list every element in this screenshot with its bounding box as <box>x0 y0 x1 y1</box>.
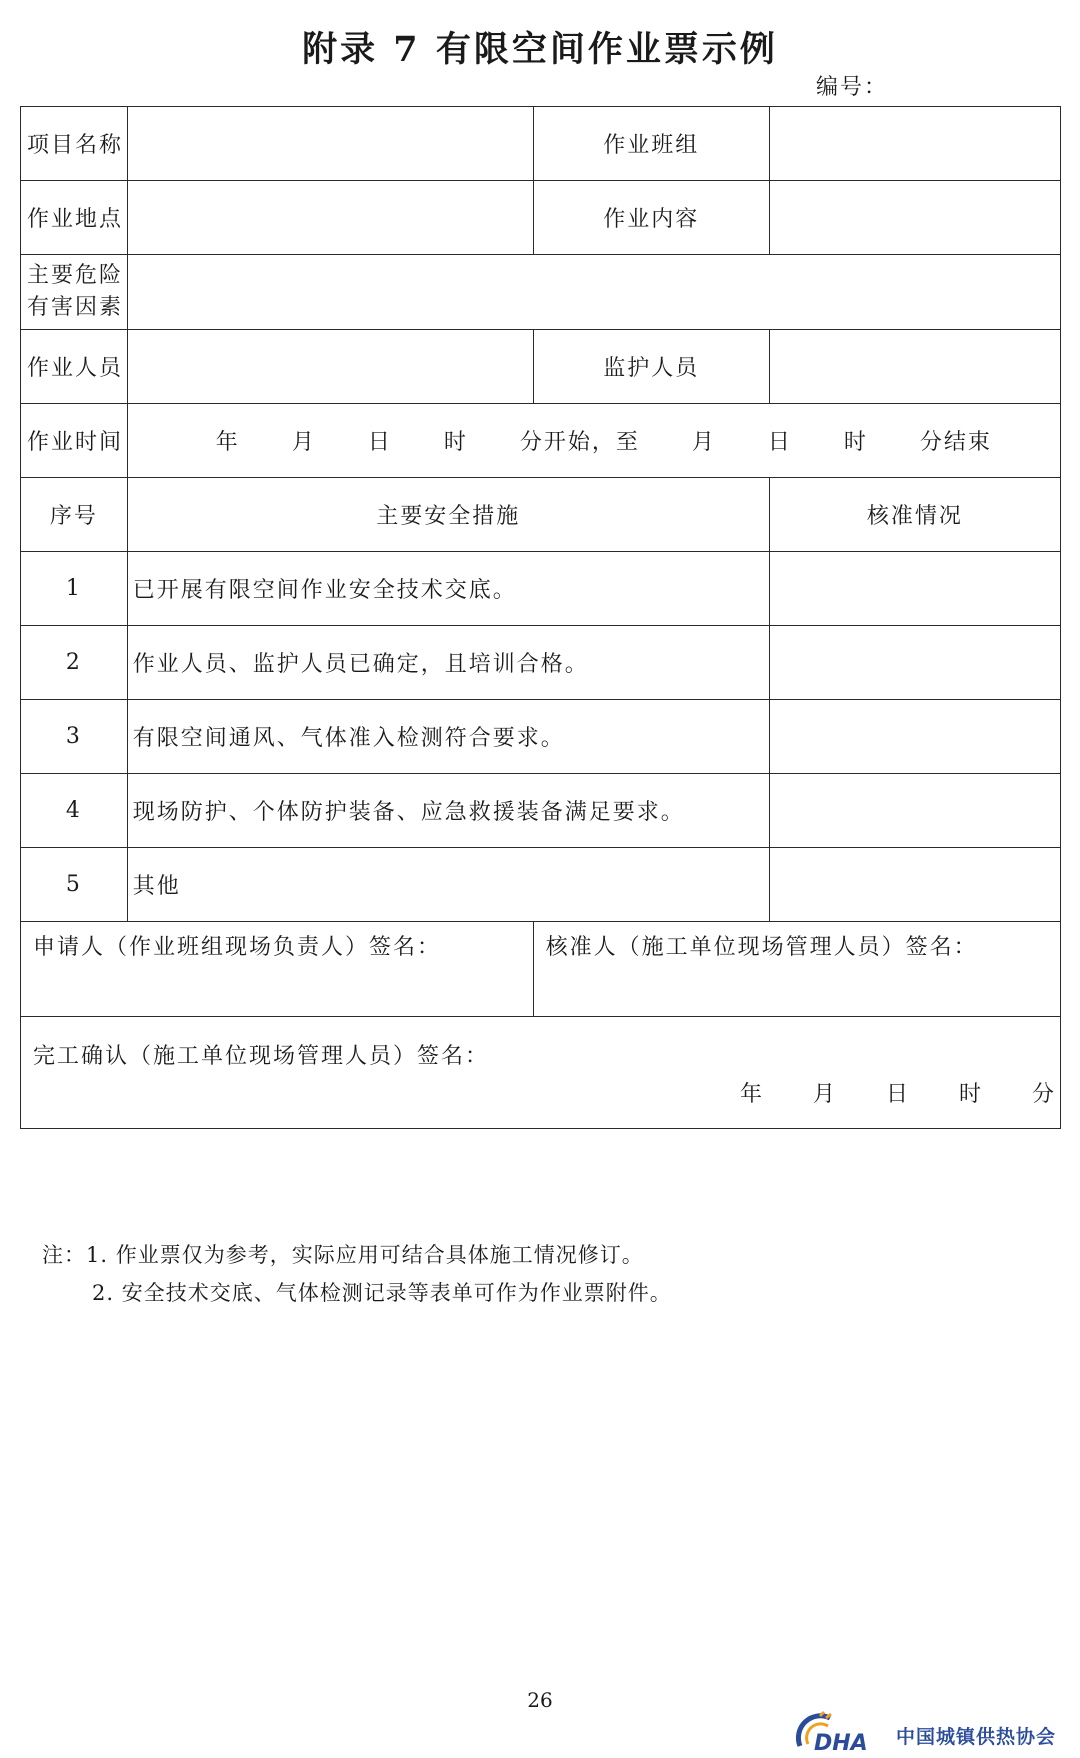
row-location <box>21 181 1061 255</box>
work-location-label: 作业地点 <box>21 181 128 255</box>
measures-header-row <box>21 478 1061 552</box>
logo-mark-text: DHA <box>814 1731 868 1756</box>
measure-text: 有限空间通风、气体准入检测符合要求。 <box>127 700 769 774</box>
date-day-label: 日 <box>885 1082 910 1107</box>
work-content-label: 作业内容 <box>533 181 769 255</box>
date-year-label: 年 <box>740 1082 765 1107</box>
row-personnel <box>21 330 1061 404</box>
signature-row <box>21 922 1061 1017</box>
table-row <box>21 700 1061 774</box>
measure-text: 已开展有限空间作业安全技术交底。 <box>127 552 769 626</box>
project-name-field[interactable] <box>127 107 533 181</box>
header-measure: 主要安全措施 <box>127 478 769 552</box>
check-field[interactable] <box>769 626 1060 700</box>
note-line-1: 注：1. 作业票仅为参考，实际应用可结合具体施工情况修订。 <box>42 1243 644 1267</box>
work-team-label: 作业班组 <box>533 107 769 181</box>
time-end-hour-label: 时 <box>843 430 868 455</box>
measure-text: 现场防护、个体防护装备、应急救援装备满足要求。 <box>127 774 769 848</box>
check-field[interactable] <box>769 774 1060 848</box>
work-time-label: 作业时间 <box>21 404 128 478</box>
note-line-2: 2. 安全技术交底、气体检测记录等表单可作为作业票附件。 <box>92 1281 672 1305</box>
work-time-timeline <box>128 425 1060 456</box>
time-end-day-label: 日 <box>767 430 792 455</box>
table-row <box>21 626 1061 700</box>
table-row <box>21 552 1061 626</box>
time-year-label: 年 <box>215 430 240 455</box>
completion-signature-label: 完工确认（施工单位现场管理人员）签名： <box>33 1044 490 1069</box>
table-row <box>21 848 1061 922</box>
hazards-field[interactable] <box>127 255 1060 330</box>
org-name: 中国城镇供热协会 <box>896 1726 1057 1748</box>
time-end-label: 分结束 <box>919 430 992 455</box>
check-field[interactable] <box>769 700 1060 774</box>
row-project <box>21 107 1061 181</box>
work-location-field[interactable] <box>127 181 533 255</box>
work-team-field[interactable] <box>769 107 1060 181</box>
row-hazards <box>21 255 1061 330</box>
dha-logo-mark <box>790 1710 890 1756</box>
document-title: 附录 7 有限空间作业票示例 <box>302 29 778 70</box>
applicant-signature-field[interactable]: 申请人（作业班组现场负责人）签名： <box>21 922 534 1017</box>
footer-logo <box>790 1710 1062 1758</box>
work-time-field[interactable] <box>127 404 1060 478</box>
hazards-label-line1: 主要危险 <box>27 263 124 288</box>
hazards-label-line2: 有害因素 <box>27 295 124 320</box>
time-day-label: 日 <box>367 430 392 455</box>
measure-no: 5 <box>21 848 128 922</box>
date-month-label: 月 <box>812 1082 837 1107</box>
check-field[interactable] <box>769 552 1060 626</box>
time-start-label: 分开始，至 <box>519 430 640 455</box>
approver-signature-field[interactable]: 核准人（施工单位现场管理人员）签名： <box>533 922 1060 1017</box>
workers-field[interactable] <box>127 330 533 404</box>
check-field[interactable] <box>769 848 1060 922</box>
completion-row <box>21 1017 1061 1129</box>
table-row <box>21 774 1061 848</box>
time-hour-label: 时 <box>443 430 468 455</box>
header-check: 核准情况 <box>769 478 1060 552</box>
row-work-time <box>21 404 1061 478</box>
hazards-label <box>21 255 128 330</box>
measure-text: 其他 <box>127 848 769 922</box>
work-ticket-table <box>20 106 1061 1129</box>
measure-no: 1 <box>21 552 128 626</box>
work-content-field[interactable] <box>769 181 1060 255</box>
measure-no: 3 <box>21 700 128 774</box>
completion-signature-field[interactable] <box>21 1017 1061 1129</box>
notes <box>42 1236 672 1312</box>
completion-date <box>740 1077 1056 1108</box>
date-minute-label: 分 <box>1031 1082 1056 1107</box>
time-end-month-label: 月 <box>691 430 716 455</box>
workers-label: 作业人员 <box>21 330 128 404</box>
header-no: 序号 <box>21 478 128 552</box>
monitors-label: 监护人员 <box>533 330 769 404</box>
date-hour-label: 时 <box>958 1082 983 1107</box>
project-name-label: 项目名称 <box>21 107 128 181</box>
monitors-field[interactable] <box>769 330 1060 404</box>
page-number: 26 <box>527 1688 553 1712</box>
measure-no: 4 <box>21 774 128 848</box>
serial-number-label: 编号： <box>816 75 889 100</box>
measure-no: 2 <box>21 626 128 700</box>
measure-text: 作业人员、监护人员已确定，且培训合格。 <box>127 626 769 700</box>
time-month-label: 月 <box>291 430 316 455</box>
